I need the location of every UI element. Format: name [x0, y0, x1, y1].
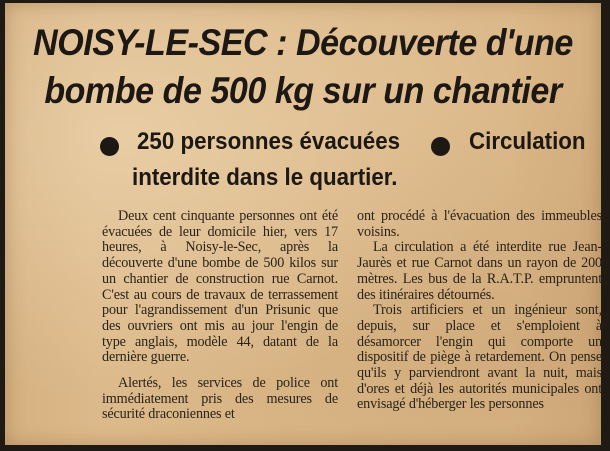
article-paragraph: Deux cent cinquante personnes ont été évacuées de leur domicile hier, vers 17 heures, à Noisy-le-Sec, après la découverte d'une bombe de 500 kilos sur un chantier de construction rue Carnot. C'est au cours de travaux de terrassement pour l'agrandissement d'un Prisunic que des ouvriers ont mis au jour l'engin de type anglais, modèle 44, datant de la dernière guerre. — [102, 208, 338, 366]
subhead-evacuees: 250 personnes évacuées — [137, 128, 401, 155]
newspaper-clipping — [5, 3, 601, 445]
headline-line-1: NOISY-LE-SEC : Découverte d'une — [33, 22, 573, 63]
subhead-traffic: Circulation — [469, 128, 586, 155]
article-paragraph: Alertés, les services de police ont immédiatement pris des mesures de sécurité draconiennes et — [102, 375, 338, 423]
article-paragraph: La circulation a été interdite rue Jean-Jaurès et rue Carnot dans un rayon de 200 mètres. Les bus de la R.A.T.P. empruntent des itinéraires détournés. — [357, 239, 602, 303]
subhead-traffic-cont: interdite dans le quartier. — [132, 164, 398, 191]
article-column-left — [102, 209, 338, 423]
headline-line-2: bombe de 500 kg sur un chantier — [44, 70, 562, 111]
article-paragraph: Trois artificiers et un ingénieur sont, depuis, sur place et s'emploient à désamorcer l'engin qui comporte un dispositif de piège à retardement. On pense qu'ils y parviendront avant la nuit, mais d'ores et déjà les autorités municipales ont envisagé d'héberger les personnes — [357, 302, 602, 413]
bullet-dot-icon — [100, 137, 119, 156]
bullet-dot-icon — [431, 137, 450, 156]
article-paragraph: ont procédé à l'évacuation des immeubles voisins. — [357, 208, 602, 240]
article-column-right — [357, 209, 602, 413]
